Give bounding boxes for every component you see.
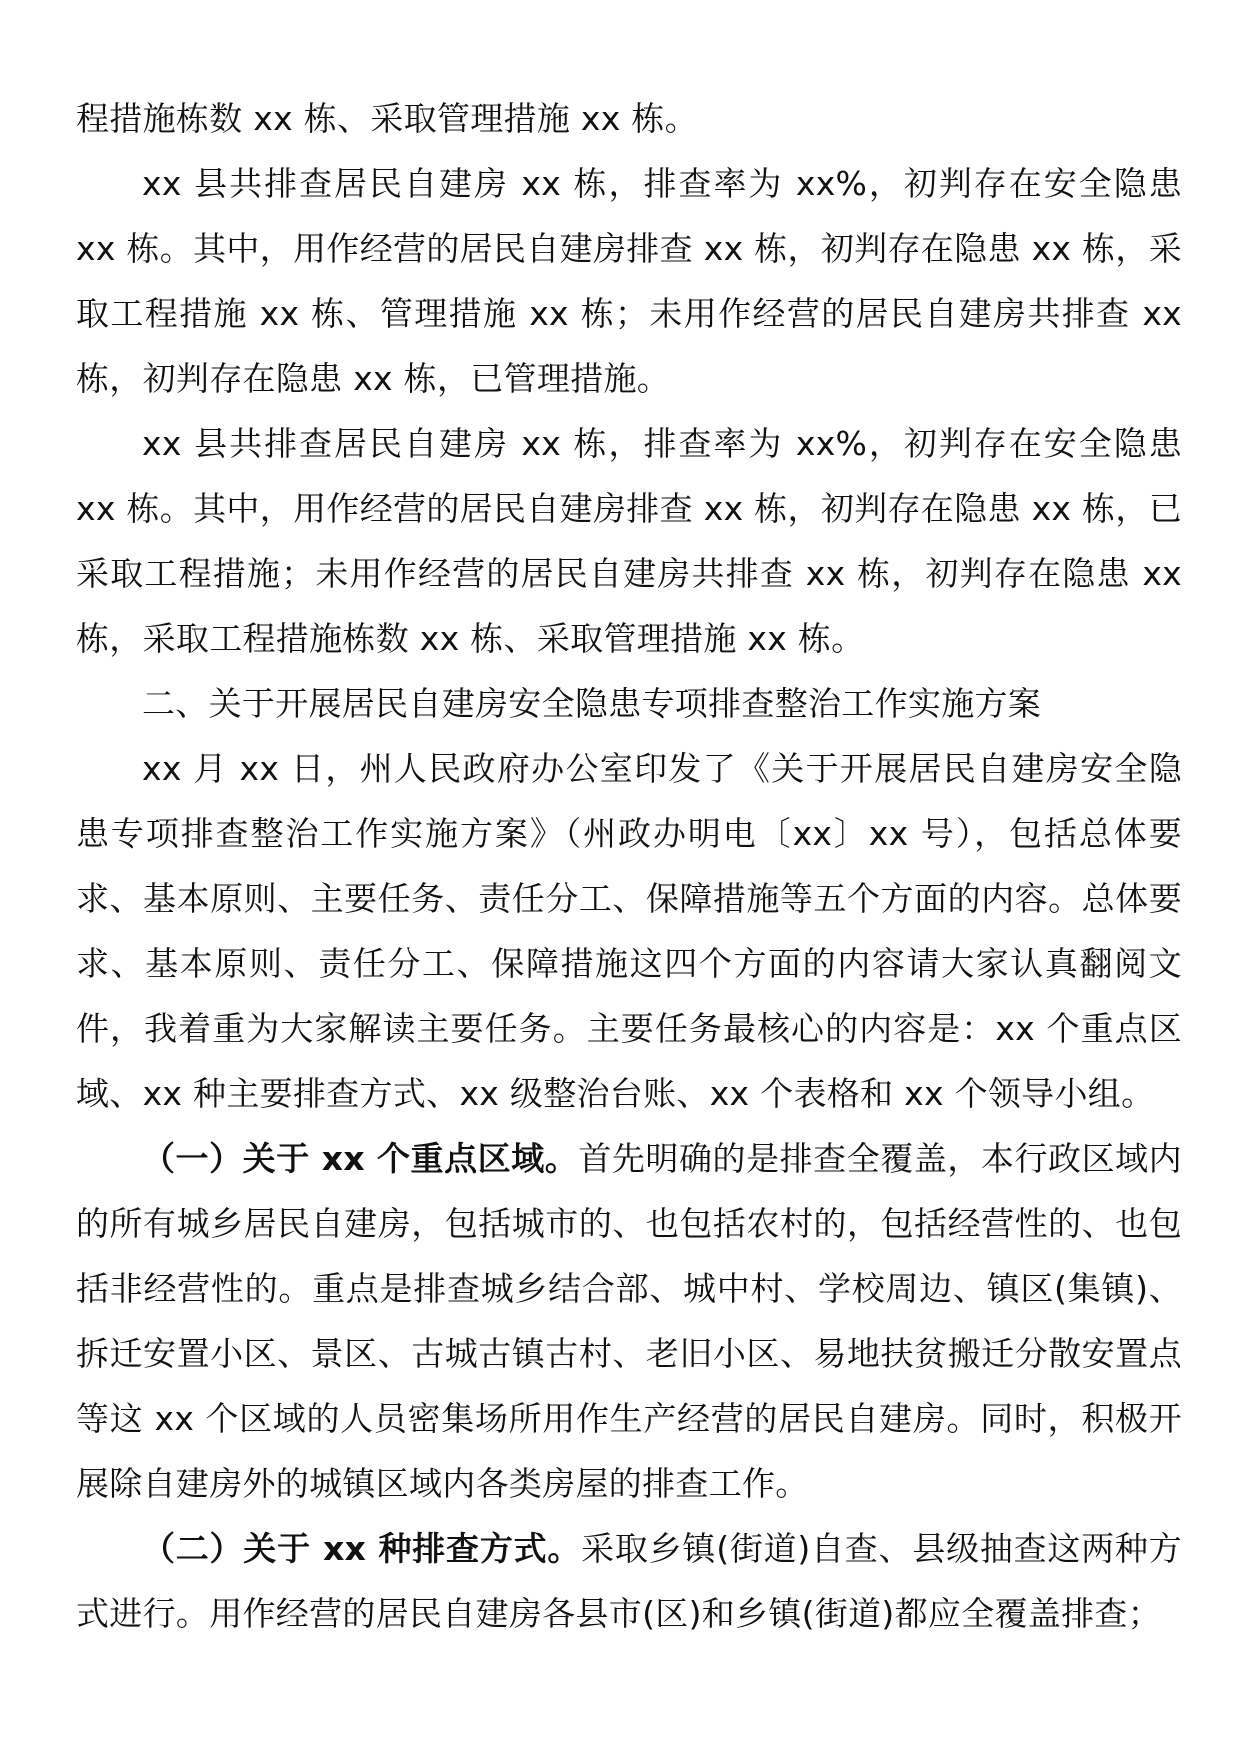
point-two-body: 采取乡镇(街道)自查、县级抽查这两种方式进行。用作经营的居民自建房各县市(区)和乡镇(街道)都应全覆盖排查； xyxy=(76,1529,1182,1633)
paragraph-county-a: xx 县共排查居民自建房 xx 栋，排查率为 xx%，初判存在安全隐患 xx 栋。其中，用作经营的居民自建房排查 xx 栋，初判存在隐患 xx 栋，采取工程措施 xx 栋、管理措施 xx 栋；未用作经营的居民自建房共排查 xx 栋，初判存在隐患 xx 栋，已管理措施。 xyxy=(76,164,1182,398)
paragraph-county-b: xx 县共排查居民自建房 xx 栋，排查率为 xx%，初判存在安全隐患 xx 栋。其中，用作经营的居民自建房排查 xx 栋，初判存在隐患 xx 栋，已采取工程措施；未用作经营的居民自建房共排查 xx 栋，初判存在隐患 xx 栋，采取工程措施栋数 xx 栋、采取管理措施 xx 栋。 xyxy=(76,424,1182,658)
section-heading: 二、关于开展居民自建房安全隐患专项排查整治工作实施方案 xyxy=(142,684,1042,723)
point-one-body: 首先明确的是排查全覆盖，本行政区域内的所有城乡居民自建房，包括城市的、也包括农村的，包括经营性的、也包括非经营性的。重点是排查城乡结合部、城中村、学校周边、镇区(集镇)、拆迁安置小区、景区、古城古镇古村、老旧小区、易地扶贫搬迁分散安置点等这 xx 个区域的人员密集场所用作生产经营的居民自建房。同时，积极开展除自建房外的城镇区域内各类房屋的排查工作。 xyxy=(76,1139,1182,1503)
point-two-heading: （二）关于 xx 种排查方式。 xyxy=(142,1529,582,1568)
document-page xyxy=(76,86,1182,1646)
paragraph-continuation: 程措施栋数 xx 栋、采取管理措施 xx 栋。 xyxy=(76,99,698,138)
point-one-heading: （一）关于 xx 个重点区域。 xyxy=(142,1139,579,1178)
paragraph-point-one xyxy=(76,1126,1182,1516)
paragraph-plan-intro: xx 月 xx 日，州人民政府办公室印发了《关于开展居民自建房安全隐患专项排查整治工作实施方案》（州政办明电〔xx〕xx 号），包括总体要求、基本原则、主要任务、责任分工、保障措施等五个方面的内容。总体要求、基本原则、责任分工、保障措施这四个方面的内容请大家认真翻阅文件，我着重为大家解读主要任务。主要任务最核心的内容是：xx 个重点区域、xx 种主要排查方式、xx 级整治台账、xx 个表格和 xx 个领导小组。 xyxy=(76,749,1182,1113)
paragraph-point-two xyxy=(76,1516,1182,1646)
